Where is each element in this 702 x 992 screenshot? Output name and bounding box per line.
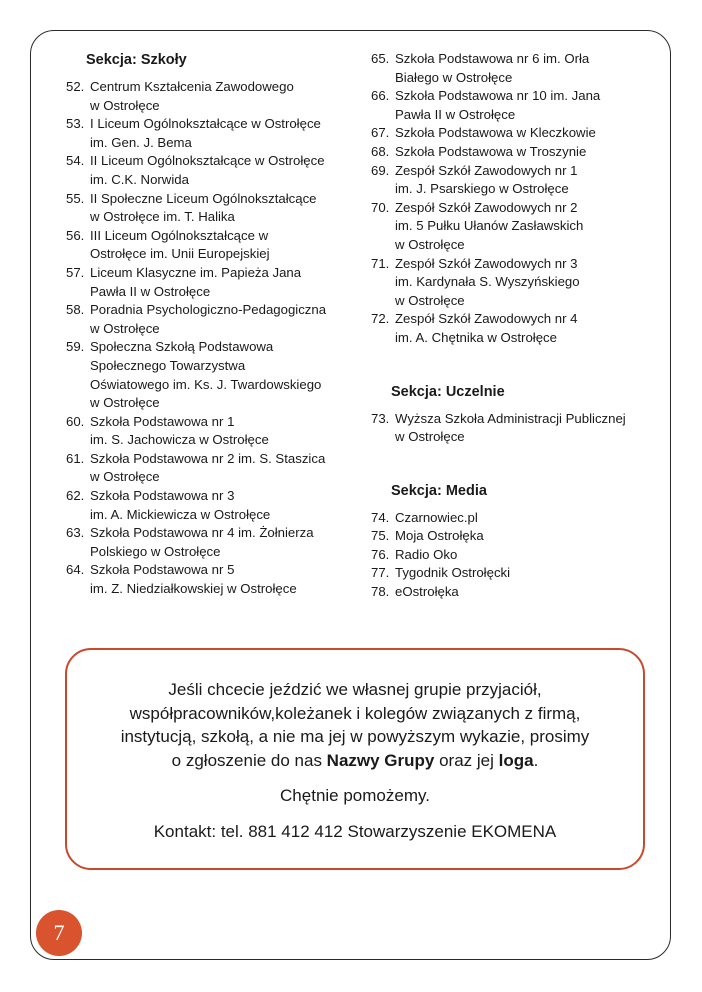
list-item-line: Liceum Klasyczne im. Papieża Jana <box>90 264 302 280</box>
list-item-line: w Ostrołęce <box>395 429 465 445</box>
list-item-line: Szkoła Podstawowa nr 4 im. Żołnierza <box>90 525 314 541</box>
list-item <box>371 143 661 162</box>
list-item-text <box>90 561 356 598</box>
list-item-line: w Ostrołęce <box>90 469 160 485</box>
list-item-line: III Liceum Ogólnokształcące w <box>90 227 269 243</box>
list-item <box>66 301 356 338</box>
school-list-left <box>66 78 356 599</box>
list-item-text <box>90 152 356 189</box>
list-item-line: Społeczna Szkołą Podstawowa <box>90 339 274 355</box>
notice-box <box>65 648 645 870</box>
list-item-text <box>395 50 661 87</box>
list-item-line: eOstrołęka <box>395 584 459 600</box>
list-item-text <box>90 524 356 561</box>
list-item-line: w Ostrołęce <box>90 395 160 411</box>
list-item-line: im. 5 Pułku Ułanów Zasławskich <box>395 218 584 234</box>
list-item-line: II Społeczne Liceum Ogólnokształcące <box>90 190 317 206</box>
notice-line-4-mid: oraz jej <box>434 750 499 770</box>
list-item <box>371 50 661 87</box>
list-item-number: 67. <box>371 125 390 141</box>
list-item-text <box>395 87 661 124</box>
left-column <box>66 50 356 599</box>
list-item <box>371 87 661 124</box>
list-item <box>66 487 356 524</box>
media-list <box>371 509 661 602</box>
notice-line-5: Chętnie pomożemy. <box>280 786 430 805</box>
list-item-line: Szkoła Podstawowa nr 2 im. S. Staszica <box>90 450 326 466</box>
list-item-line: Szkoła Podstawowa w Kleczkowie <box>395 125 596 141</box>
list-item-number: 61. <box>66 450 85 466</box>
list-item <box>66 413 356 450</box>
list-item-number: 71. <box>371 255 390 271</box>
list-item-line: Wyższa Szkoła Administracji Publicznej <box>395 410 626 426</box>
list-item-text <box>395 509 661 528</box>
list-item-line: Szkoła Podstawowa w Troszynie <box>395 143 587 159</box>
list-item-line: w Ostrołęce <box>395 236 465 252</box>
list-item-number: 53. <box>66 116 85 132</box>
list-item-number: 59. <box>66 339 85 355</box>
list-item <box>371 124 661 143</box>
list-item <box>66 561 356 598</box>
list-item-line: Szkoła Podstawowa nr 10 im. Jana <box>395 88 601 104</box>
list-item-number: 62. <box>66 488 85 504</box>
list-item <box>371 564 661 583</box>
section-title-szkoly: Sekcja: Szkoły <box>86 52 187 68</box>
list-item-number: 69. <box>371 162 390 178</box>
list-item-text <box>90 78 356 115</box>
list-item-text <box>395 410 661 447</box>
list-item-text <box>90 190 356 227</box>
list-item <box>371 410 661 447</box>
list-item-number: 77. <box>371 565 390 581</box>
list-item-line: Szkoła Podstawowa nr 3 <box>90 488 235 504</box>
list-item-number: 64. <box>66 562 85 578</box>
list-item-line: im. S. Jachowicza w Ostrołęce <box>90 432 269 448</box>
list-item-number: 52. <box>66 79 85 94</box>
list-item-line: Społecznego Towarzystwa <box>90 357 246 373</box>
list-item-line: Czarnowiec.pl <box>395 509 478 525</box>
list-item-text <box>395 583 661 602</box>
list-item-number: 54. <box>66 153 85 169</box>
list-item-text <box>90 264 356 301</box>
notice-line-4-pre: o zgłoszenie do nas <box>171 750 327 770</box>
section-title-media: Sekcja: Media <box>391 482 487 499</box>
list-item <box>66 264 356 301</box>
list-item-line: Zespół Szkół Zawodowych nr 2 <box>395 199 578 215</box>
list-item-line: Moja Ostrołęka <box>395 528 484 544</box>
list-item-text <box>90 338 356 412</box>
list-item-line: im. A. Chętnika w Ostrołęce <box>395 329 557 345</box>
list-item-line: Polskiego w Ostrołęce <box>90 543 221 559</box>
list-item-line: im. Gen. J. Bema <box>90 134 192 150</box>
list-item-number: 63. <box>66 525 85 541</box>
list-item-text <box>395 564 661 583</box>
list-item-number: 65. <box>371 51 390 66</box>
list-item <box>66 338 356 412</box>
list-item-text <box>90 413 356 450</box>
list-item-line: im. Kardynała S. Wyszyńskiego <box>395 274 580 290</box>
list-item-line: Szkoła Podstawowa nr 5 <box>90 562 235 578</box>
list-item-line: Szkoła Podstawowa nr 6 im. Orła <box>395 51 590 66</box>
list-item-number: 58. <box>66 302 85 318</box>
list-item-text <box>90 115 356 152</box>
right-column <box>371 50 661 602</box>
list-item-number: 57. <box>66 264 85 280</box>
list-item <box>66 152 356 189</box>
notice-line-1: Jeśli chcecie jeździć we własnej grupie przyjaciół, <box>168 680 542 699</box>
list-item-line: Poradnia Psychologiczno-Pedagogiczna <box>90 302 327 318</box>
list-item-text <box>395 199 661 255</box>
list-item <box>371 527 661 546</box>
list-item-number: 56. <box>66 227 85 243</box>
list-item-text <box>395 255 661 311</box>
list-item <box>66 115 356 152</box>
list-item-line: Tygodnik Ostrołęcki <box>395 565 511 581</box>
list-item-line: Centrum Kształcenia Zawodowego <box>90 79 294 94</box>
list-item-line: II Liceum Ogólnokształcące w Ostrołęce <box>90 153 325 169</box>
list-item-number: 60. <box>66 413 85 429</box>
logo-emphasis: loga <box>498 750 534 770</box>
list-item-line: Pawła II w Ostrołęce <box>395 106 516 122</box>
list-item-line: w Ostrołęce im. T. Halika <box>90 209 235 225</box>
list-item-line: Oświatowego im. Ks. J. Twardowskiego <box>90 376 322 392</box>
section-title-uczelnie: Sekcja: Uczelnie <box>391 383 505 400</box>
list-item-text <box>395 124 661 143</box>
list-item <box>371 199 661 255</box>
list-item-line: Zespół Szkół Zawodowych nr 3 <box>395 255 578 271</box>
list-item-text <box>395 143 661 162</box>
contact-line: Kontakt: tel. 881 412 412 Stowarzyszenie EKOMENA <box>153 821 557 841</box>
list-item <box>66 78 356 115</box>
notice-line-2: współpracowników,koleżanek i kolegów związanych z firmą, <box>129 703 581 723</box>
list-item-line: Radio Oko <box>395 546 458 562</box>
list-item-line: w Ostrołęce <box>90 97 160 113</box>
list-item <box>371 583 661 602</box>
list-item <box>66 190 356 227</box>
list-item-text <box>90 301 356 338</box>
list-item-line: im. C.K. Norwida <box>90 171 189 187</box>
list-item-text <box>90 227 356 264</box>
list-item <box>371 162 661 199</box>
school-list-right <box>371 50 661 348</box>
list-item-line: im. A. Mickiewicza w Ostrołęce <box>90 506 271 522</box>
list-item-number: 76. <box>371 546 390 562</box>
list-item-text <box>395 162 661 199</box>
list-item-text <box>395 546 661 565</box>
list-item-number: 66. <box>371 88 390 104</box>
list-item-line: w Ostrołęce <box>90 320 160 336</box>
list-item-text <box>395 527 661 546</box>
list-item-line: Zespół Szkół Zawodowych nr 4 <box>395 311 578 327</box>
list-item-text <box>395 310 661 347</box>
list-item-line: Zespół Szkół Zawodowych nr 1 <box>395 162 578 178</box>
list-item <box>66 524 356 561</box>
notice-line-4 <box>67 749 643 773</box>
list-item <box>66 450 356 487</box>
list-item-text <box>90 487 356 524</box>
list-item-line: im. J. Psarskiego w Ostrołęce <box>395 181 569 197</box>
list-item-number: 55. <box>66 190 85 206</box>
list-item-number: 75. <box>371 528 390 544</box>
list-item-line: I Liceum Ogólnokształcące w Ostrołęce <box>90 116 321 132</box>
list-item-line: Białego w Ostrołęce <box>395 69 513 85</box>
page-number-badge: 7 <box>36 910 82 956</box>
list-item-line: Szkoła Podstawowa nr 1 <box>90 413 235 429</box>
list-item-line: Pawła II w Ostrołęce <box>90 283 211 299</box>
group-name-emphasis: Nazwy Grupy <box>326 750 435 770</box>
list-item-number: 73. <box>371 410 390 426</box>
list-item-number: 74. <box>371 509 390 525</box>
university-list <box>371 410 661 447</box>
list-item-text <box>90 450 356 487</box>
list-item <box>371 546 661 565</box>
list-item <box>66 227 356 264</box>
list-item-line: Ostrołęce im. Unii Europejskiej <box>90 246 270 262</box>
list-item-line: w Ostrołęce <box>395 292 465 308</box>
list-item-number: 68. <box>371 143 390 159</box>
list-item-number: 70. <box>371 199 390 215</box>
list-item-line: im. Z. Niedziałkowskiej w Ostrołęce <box>90 581 297 597</box>
list-item <box>371 310 661 347</box>
notice-line-4-post: . <box>533 750 539 770</box>
list-item-number: 72. <box>371 311 390 327</box>
list-item <box>371 255 661 311</box>
notice-line-3: instytucją, szkołą, a nie ma jej w powyższym wykazie, prosimy <box>120 727 590 746</box>
list-item-number: 78. <box>371 584 390 600</box>
list-item <box>371 509 661 528</box>
